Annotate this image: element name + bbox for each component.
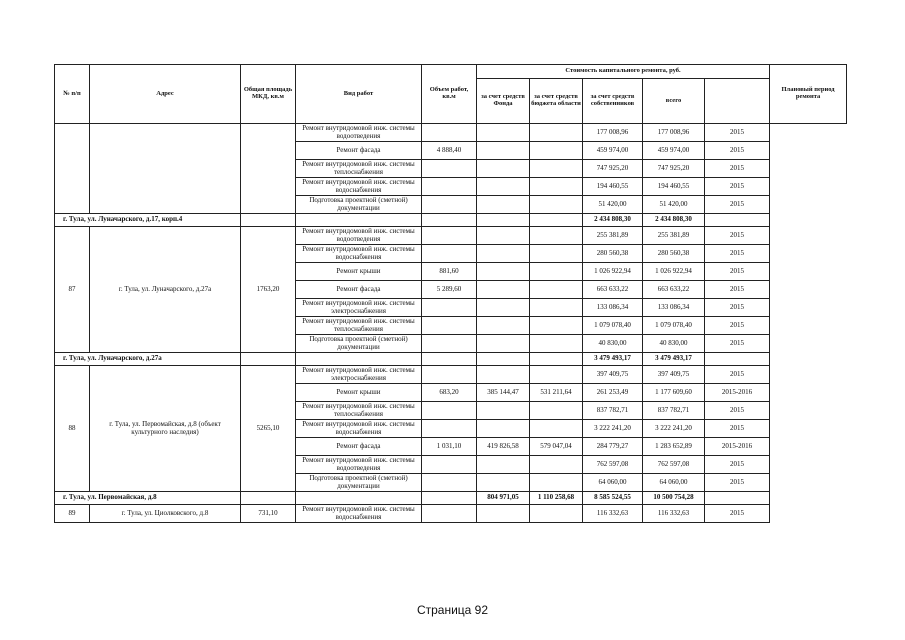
cost-budget xyxy=(530,402,583,420)
work-volume xyxy=(422,366,477,384)
cost-owners: 1 079 078,40 xyxy=(583,317,643,335)
cost-owners: 133 086,34 xyxy=(583,299,643,317)
cost-budget xyxy=(530,160,583,178)
cost-total: 64 060,00 xyxy=(643,474,705,492)
cost-owners: 3 222 241,20 xyxy=(583,420,643,438)
repair-period: 2015 xyxy=(705,160,770,178)
header-fund: за счет средств Фонда xyxy=(477,79,530,124)
cost-total: 116 332,63 xyxy=(643,505,705,523)
cost-budget xyxy=(530,178,583,196)
total-empty xyxy=(296,214,422,227)
total-budget: 1 110 258,68 xyxy=(530,492,583,505)
work-type: Ремонт внутридомовой инж. системы водоснабжения xyxy=(296,505,422,523)
cost-owners: 64 060,00 xyxy=(583,474,643,492)
cost-budget xyxy=(530,142,583,160)
total-empty xyxy=(705,353,770,366)
repair-period: 2015 xyxy=(705,196,770,214)
cost-owners: 747 925,20 xyxy=(583,160,643,178)
work-volume: 881,60 xyxy=(422,263,477,281)
cost-total: 837 782,71 xyxy=(643,402,705,420)
row-area: 5265,10 xyxy=(241,366,296,492)
cost-fund xyxy=(477,227,530,245)
cost-budget xyxy=(530,196,583,214)
work-type: Ремонт внутридомовой инж. системы электроснабжения xyxy=(296,299,422,317)
row-address xyxy=(90,124,241,214)
total-budget xyxy=(530,214,583,227)
cost-budget xyxy=(530,317,583,335)
work-volume: 1 031,10 xyxy=(422,438,477,456)
cost-budget xyxy=(530,299,583,317)
cost-fund xyxy=(477,317,530,335)
cost-fund xyxy=(477,299,530,317)
cost-total: 747 925,20 xyxy=(643,160,705,178)
work-type: Подготовка проектной (сметной) документации xyxy=(296,474,422,492)
work-type: Ремонт внутридомовой инж. системы теплоснабжения xyxy=(296,402,422,420)
work-volume xyxy=(422,196,477,214)
cost-budget xyxy=(530,366,583,384)
repair-period: 2015-2016 xyxy=(705,438,770,456)
table-row xyxy=(55,505,847,523)
cost-fund xyxy=(477,178,530,196)
work-volume xyxy=(422,245,477,263)
cost-owners: 261 253,49 xyxy=(583,384,643,402)
work-type: Ремонт фасада xyxy=(296,142,422,160)
cost-owners: 837 782,71 xyxy=(583,402,643,420)
repair-period: 2015 xyxy=(705,142,770,160)
cost-fund xyxy=(477,263,530,281)
cost-fund xyxy=(477,196,530,214)
cost-fund xyxy=(477,335,530,353)
cost-total: 194 460,55 xyxy=(643,178,705,196)
repair-period: 2015 xyxy=(705,505,770,523)
cost-fund xyxy=(477,142,530,160)
cost-total: 397 409,75 xyxy=(643,366,705,384)
work-volume: 683,20 xyxy=(422,384,477,402)
cost-total: 663 633,22 xyxy=(643,281,705,299)
work-volume xyxy=(422,227,477,245)
header-work: Вид работ xyxy=(296,65,422,124)
cost-owners: 255 381,89 xyxy=(583,227,643,245)
total-empty xyxy=(422,353,477,366)
repair-period: 2015 xyxy=(705,335,770,353)
work-volume xyxy=(422,160,477,178)
cost-owners: 1 026 922,94 xyxy=(583,263,643,281)
cost-owners: 116 332,63 xyxy=(583,505,643,523)
work-volume xyxy=(422,420,477,438)
header-owners: за счет средств собственников xyxy=(583,79,643,124)
total-empty xyxy=(241,353,296,366)
cost-total: 1 283 652,89 xyxy=(643,438,705,456)
table-row xyxy=(55,124,847,142)
work-type: Ремонт внутридомовой инж. системы теплоснабжения xyxy=(296,160,422,178)
total-sum: 3 479 493,17 xyxy=(643,353,705,366)
work-volume xyxy=(422,335,477,353)
cost-budget: 531 211,64 xyxy=(530,384,583,402)
work-type: Ремонт внутридомовой инж. системы водоснабжения xyxy=(296,178,422,196)
row-area: 731,10 xyxy=(241,505,296,523)
total-owners: 3 479 493,17 xyxy=(583,353,643,366)
cost-fund xyxy=(477,245,530,263)
work-type: Ремонт внутридомовой инж. системы водоотведения xyxy=(296,227,422,245)
cost-total: 133 086,34 xyxy=(643,299,705,317)
work-type: Ремонт внутридомовой инж. системы водоотведения xyxy=(296,456,422,474)
repair-period: 2015 xyxy=(705,420,770,438)
table-row xyxy=(55,227,847,245)
work-type: Ремонт внутридомовой инж. системы теплоснабжения xyxy=(296,317,422,335)
total-fund xyxy=(477,353,530,366)
work-volume: 4 888,40 xyxy=(422,142,477,160)
total-empty xyxy=(705,214,770,227)
work-type: Ремонт внутридомовой инж. системы водоотведения xyxy=(296,124,422,142)
cost-total: 459 974,00 xyxy=(643,142,705,160)
work-volume xyxy=(422,299,477,317)
repair-period: 2015 xyxy=(705,227,770,245)
work-type: Подготовка проектной (сметной) документации xyxy=(296,196,422,214)
total-address: г. Тула, ул. Луначарского, д.17, корп.4 xyxy=(55,214,241,227)
cost-total: 255 381,89 xyxy=(643,227,705,245)
header-area: Общая площадь МКД, кв.м xyxy=(241,65,296,124)
total-address: г. Тула, ул. Первомайская, д.8 xyxy=(55,492,241,505)
cost-fund: 419 826,58 xyxy=(477,438,530,456)
cost-owners: 51 420,00 xyxy=(583,196,643,214)
cost-owners: 663 633,22 xyxy=(583,281,643,299)
work-type: Ремонт крыши xyxy=(296,384,422,402)
repair-period: 2015 xyxy=(705,263,770,281)
header-cost-group: Стоимость капитального ремонта, руб. xyxy=(477,65,770,79)
cost-budget xyxy=(530,281,583,299)
work-volume xyxy=(422,456,477,474)
cost-fund xyxy=(477,456,530,474)
header-address: Адрес xyxy=(90,65,241,124)
work-type: Ремонт фасада xyxy=(296,281,422,299)
repair-period: 2015 xyxy=(705,366,770,384)
repair-period: 2015 xyxy=(705,317,770,335)
cost-fund xyxy=(477,124,530,142)
work-volume: 5 289,60 xyxy=(422,281,477,299)
total-owners: 2 434 808,30 xyxy=(583,214,643,227)
cost-owners: 194 460,55 xyxy=(583,178,643,196)
page-footer: Страница 92 xyxy=(416,603,489,617)
total-empty xyxy=(296,492,422,505)
cost-budget xyxy=(530,124,583,142)
cost-owners: 40 830,00 xyxy=(583,335,643,353)
cost-fund: 385 144,47 xyxy=(477,384,530,402)
cost-fund xyxy=(477,474,530,492)
cost-total: 280 560,38 xyxy=(643,245,705,263)
work-volume xyxy=(422,505,477,523)
cost-fund xyxy=(477,505,530,523)
cost-fund xyxy=(477,366,530,384)
repair-period: 2015 xyxy=(705,402,770,420)
total-address: г. Тула, ул. Луначарского, д.27а xyxy=(55,353,241,366)
row-area xyxy=(241,124,296,214)
total-sum: 2 434 808,30 xyxy=(643,214,705,227)
total-fund: 804 971,05 xyxy=(477,492,530,505)
total-empty xyxy=(241,492,296,505)
cost-total: 177 008,96 xyxy=(643,124,705,142)
cost-fund xyxy=(477,420,530,438)
total-empty xyxy=(705,492,770,505)
work-volume xyxy=(422,402,477,420)
total-sum: 10 500 754,28 xyxy=(643,492,705,505)
total-empty xyxy=(422,214,477,227)
cost-fund xyxy=(477,402,530,420)
cost-total: 762 597,08 xyxy=(643,456,705,474)
cost-budget xyxy=(530,474,583,492)
total-empty xyxy=(296,353,422,366)
work-type: Ремонт внутридомовой инж. системы водоснабжения xyxy=(296,245,422,263)
table-body xyxy=(55,124,847,523)
header-num: № п/п xyxy=(55,65,90,124)
cost-total: 51 420,00 xyxy=(643,196,705,214)
row-address: г. Тула, ул. Луначарского, д.27а xyxy=(90,227,241,353)
total-fund xyxy=(477,214,530,227)
repair-period: 2015 xyxy=(705,245,770,263)
cost-owners: 397 409,75 xyxy=(583,366,643,384)
cost-owners: 177 008,96 xyxy=(583,124,643,142)
row-area: 1763,20 xyxy=(241,227,296,353)
work-type: Подготовка проектной (сметной) документации xyxy=(296,335,422,353)
total-empty xyxy=(241,214,296,227)
row-number: 89 xyxy=(55,505,90,523)
repair-period: 2015 xyxy=(705,474,770,492)
repair-period: 2015 xyxy=(705,124,770,142)
row-address: г. Тула, ул. Первомайская, д.8 (объект культурного наследия) xyxy=(90,366,241,492)
header-total: всего xyxy=(643,79,705,124)
header-budget: за счет средств бюджета области xyxy=(530,79,583,124)
cost-total: 3 222 241,20 xyxy=(643,420,705,438)
cost-owners: 280 560,38 xyxy=(583,245,643,263)
total-budget xyxy=(530,353,583,366)
work-type: Ремонт фасада xyxy=(296,438,422,456)
cost-fund xyxy=(477,281,530,299)
cost-total: 1 177 609,60 xyxy=(643,384,705,402)
repair-period: 2015-2016 xyxy=(705,384,770,402)
row-number: 88 xyxy=(55,366,90,492)
cost-budget xyxy=(530,420,583,438)
cost-owners: 762 597,08 xyxy=(583,456,643,474)
total-row xyxy=(55,353,847,366)
work-type: Ремонт внутридомовой инж. системы водоснабжения xyxy=(296,420,422,438)
table-row xyxy=(55,366,847,384)
cost-total: 1 079 078,40 xyxy=(643,317,705,335)
cost-fund xyxy=(477,160,530,178)
row-number: 87 xyxy=(55,227,90,353)
cost-budget xyxy=(530,335,583,353)
cost-total: 40 830,00 xyxy=(643,335,705,353)
row-address: г. Тула, ул. Циолковского, д.8 xyxy=(90,505,241,523)
header-period: Плановый период ремонта xyxy=(770,65,847,124)
cost-budget xyxy=(530,505,583,523)
cost-total: 1 026 922,94 xyxy=(643,263,705,281)
header-volume: Объем работ, кв.м xyxy=(422,65,477,124)
total-empty xyxy=(422,492,477,505)
work-volume xyxy=(422,474,477,492)
repair-period: 2015 xyxy=(705,456,770,474)
repair-period: 2015 xyxy=(705,178,770,196)
row-number xyxy=(55,124,90,214)
cost-budget xyxy=(530,245,583,263)
total-owners: 8 585 524,55 xyxy=(583,492,643,505)
cost-budget xyxy=(530,263,583,281)
cost-budget: 579 047,04 xyxy=(530,438,583,456)
work-type: Ремонт крыши xyxy=(296,263,422,281)
repair-period: 2015 xyxy=(705,299,770,317)
cost-budget xyxy=(530,227,583,245)
total-row xyxy=(55,492,847,505)
work-type: Ремонт внутридомовой инж. системы электроснабжения xyxy=(296,366,422,384)
cost-budget xyxy=(530,456,583,474)
total-row xyxy=(55,214,847,227)
work-volume xyxy=(422,124,477,142)
work-volume xyxy=(422,317,477,335)
repair-period: 2015 xyxy=(705,281,770,299)
cost-owners: 284 779,27 xyxy=(583,438,643,456)
work-volume xyxy=(422,178,477,196)
capital-repair-table xyxy=(54,64,847,523)
cost-owners: 459 974,00 xyxy=(583,142,643,160)
